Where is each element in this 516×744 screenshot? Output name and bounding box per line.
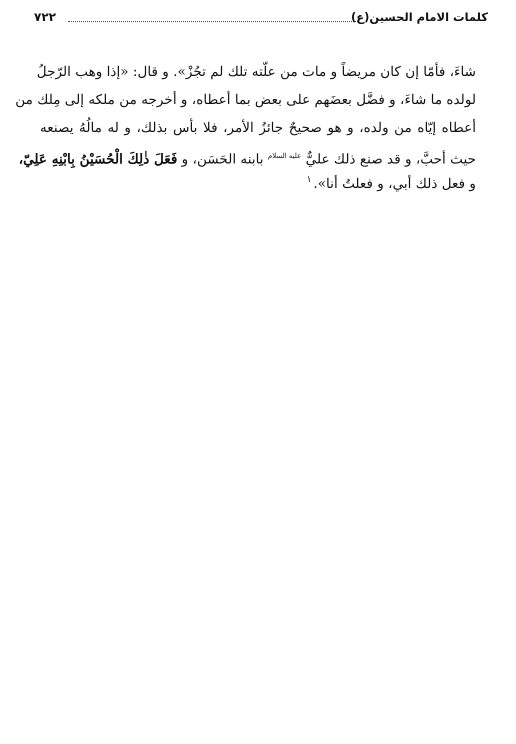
header-dotted-leader bbox=[68, 21, 358, 22]
text-line: شاءَ، فأمّا إن كان مريضاً و مات من علّته تلك لم تجُزْ». و قال: «إذا وهب الرّجلُ bbox=[36, 64, 476, 80]
page-header bbox=[22, 10, 494, 30]
text-segment: حيث أحبَّ، و قد صنع ذلك عليٌّ bbox=[305, 151, 476, 168]
footnote-marker: ١ bbox=[306, 175, 312, 186]
text-segment: بابنه الحَسَن، و bbox=[181, 151, 264, 168]
body-text bbox=[15, 58, 476, 198]
running-title: كلمات الامام الحسين(ع) bbox=[350, 10, 488, 24]
text-line bbox=[18, 142, 476, 170]
text-segment: و فعل ذلك أبي، و فعلتُ أنا». bbox=[313, 176, 476, 192]
page-number: ٧٢٢ bbox=[34, 10, 56, 24]
text-line: أعطاه إيّاه من ولده، و هو صحيحٌ جائزُ الأمر، فلا بأس بذلك، و له مالُهُ يصنعه bbox=[40, 120, 476, 136]
bold-quote: فَعَلَ ذٰلِكَ الْحُسَيْنُ بِابْنِهِ عَلِيّ، bbox=[18, 151, 178, 168]
text-line: لولده ما شاءَ، و فضَّل بعضَهم على بعض بما أعطاه، و أخرجه من ملكه إلى مِلك من bbox=[15, 92, 476, 108]
honorific-symbol: عليه السلام bbox=[267, 152, 302, 160]
text-line bbox=[40, 170, 476, 198]
